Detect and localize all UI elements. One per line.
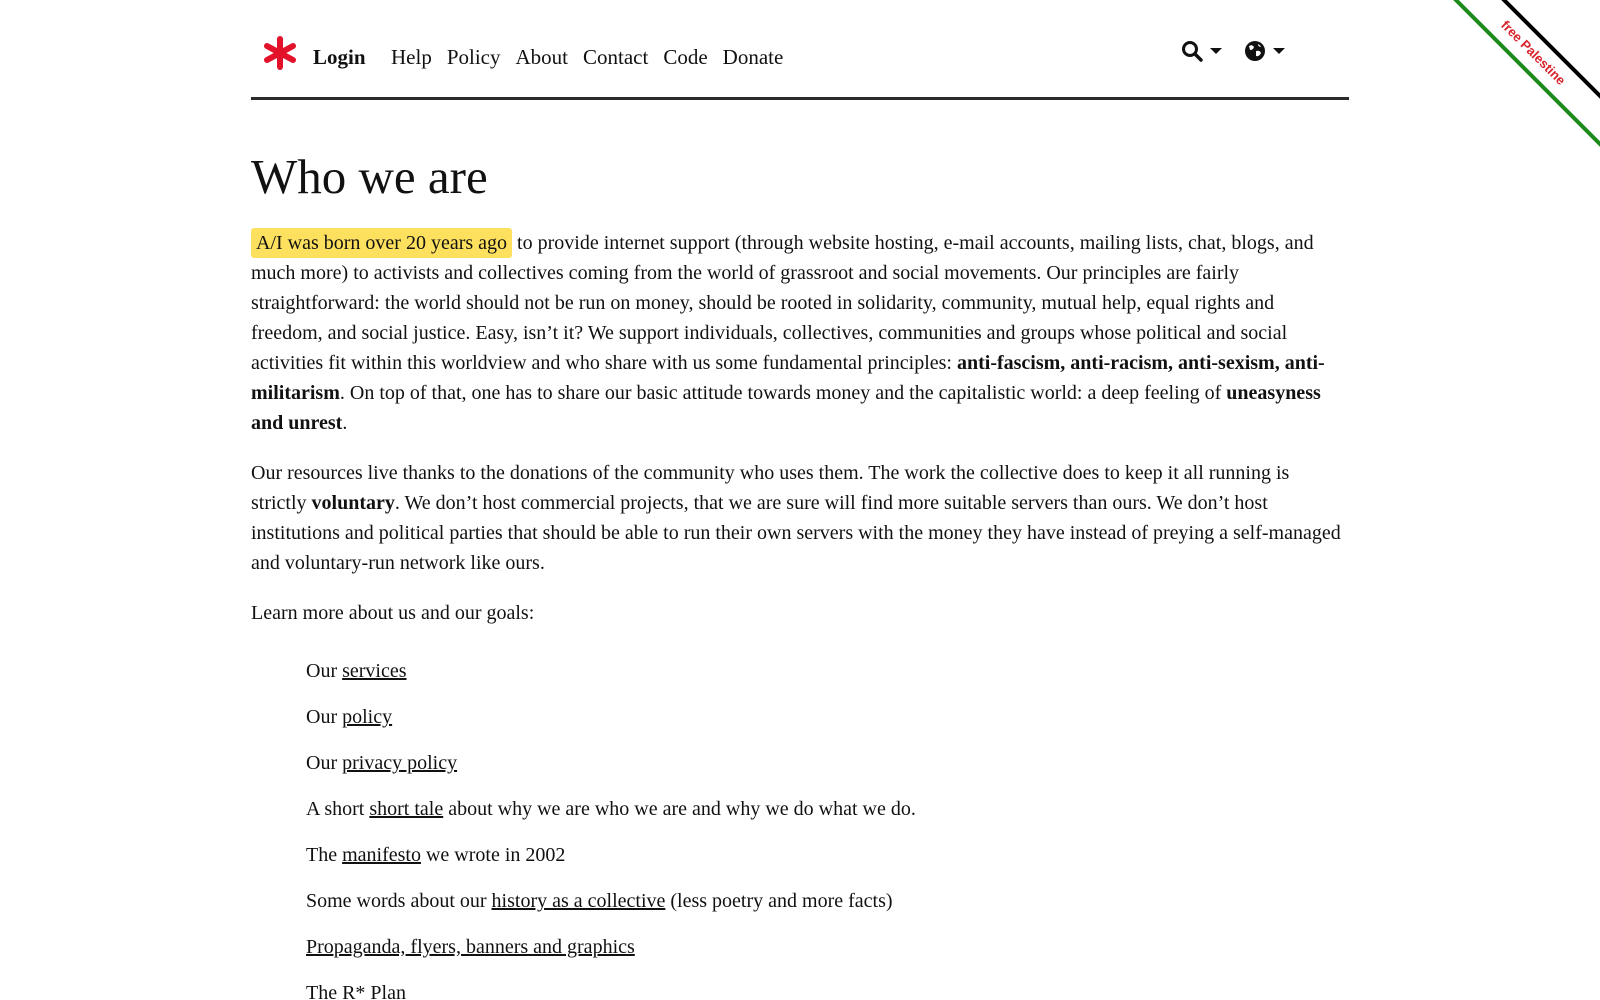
- ribbon-text: free Palestine: [1498, 17, 1569, 88]
- highlight-text: A/I was born over 20 years ago: [251, 228, 512, 258]
- chevron-down-icon: [1210, 48, 1222, 54]
- list-item: [306, 886, 1349, 916]
- goal-text: about why we are who we are and why we do what we do.: [443, 798, 916, 820]
- short-tale-link[interactable]: short tale: [369, 798, 444, 820]
- login-link[interactable]: Login: [313, 45, 366, 69]
- principles-bold: anti-fascism, anti-racism, anti-sexism, anti-militarism: [251, 352, 1325, 404]
- ribbon-corner: [1430, 0, 1600, 150]
- nav-code-link[interactable]: Code: [663, 45, 708, 69]
- intro-paragraph: [251, 228, 1349, 438]
- learn-more-paragraph: Learn more about us and our goals:: [251, 602, 535, 624]
- resources-text-b: . We don’t host commercial projects, that we are sure will find more suitable servers than ours. We don’t host institutions and political parties that should be able to run their own servers with the money they have instead of preying a self-managed and voluntary-run network like ours.: [251, 492, 1341, 574]
- goal-text: we wrote in 2002: [420, 844, 566, 866]
- goal-text: Our: [306, 660, 343, 682]
- policy-link[interactable]: policy: [342, 706, 393, 728]
- goal-text: The: [306, 844, 343, 866]
- history-link[interactable]: history as a collective: [491, 890, 666, 912]
- asterisk-logo-icon[interactable]: [263, 36, 297, 70]
- free-palestine-ribbon[interactable]: [1438, 0, 1600, 148]
- nav-policy-link[interactable]: Policy: [446, 45, 501, 69]
- goal-text: The: [306, 982, 343, 1000]
- intro-text-a: to provide internet support (through website hosting, e-mail accounts, mailing lists, chat, blogs, and much more) to activists and collectives coming from the world of grassroot and social movements. Our principles are fairly straightforward: the world should not be run on money, should be rooted in solidarity, community, mutual help, equal rights and freedom, and social justice. Easy, isn’t it? We support individuals, collectives, communities and groups whose political and social activities fit within this worldview and who share with us some fundamental principles:: [251, 232, 1314, 374]
- goal-text: Some words about our: [306, 890, 492, 912]
- voluntary-bold: voluntary: [311, 492, 395, 514]
- intro-text-c: .: [342, 412, 348, 434]
- list-item: [306, 702, 1349, 732]
- search-dropdown[interactable]: [1181, 40, 1222, 62]
- nav-contact-link[interactable]: Contact: [583, 45, 649, 69]
- main-nav: [391, 45, 798, 70]
- resources-paragraph: [251, 458, 1349, 578]
- goal-text: Our: [306, 706, 343, 728]
- intro-text-b: . On top of that, one has to share our basic attitude towards money and the capitalistic world: a deep feeling of: [339, 382, 1227, 404]
- list-item: [306, 978, 1349, 1000]
- globe-icon: [1244, 40, 1266, 62]
- list-item: [306, 656, 1349, 686]
- goals-list: [251, 656, 1349, 1000]
- manifesto-link[interactable]: manifesto: [342, 844, 421, 866]
- page-content: [251, 228, 1349, 1000]
- nav-donate-link[interactable]: Donate: [722, 45, 784, 69]
- propaganda-link[interactable]: Propaganda, flyers, banners and graphics: [306, 936, 635, 958]
- goal-text: A short: [306, 798, 370, 820]
- goal-text: Our: [306, 752, 343, 774]
- nav-help-link[interactable]: Help: [391, 45, 432, 69]
- site-header: [251, 0, 1349, 100]
- chevron-down-icon: [1273, 48, 1285, 54]
- goal-text: (less poetry and more facts): [665, 890, 893, 912]
- search-icon: [1181, 40, 1203, 62]
- nav-about-link[interactable]: About: [515, 45, 568, 69]
- list-item: [306, 794, 1349, 824]
- services-link[interactable]: services: [342, 660, 407, 682]
- header-tools: [1181, 40, 1285, 62]
- main-container: [251, 0, 1349, 1000]
- unrest-bold: uneasyness and unrest: [251, 382, 1321, 434]
- resources-text-a: Our resources live thanks to the donations of the community who uses them. The work the collective does to keep it all running is strictly: [251, 462, 1290, 514]
- privacy-policy-link[interactable]: privacy policy: [342, 752, 458, 774]
- list-item: [306, 748, 1349, 778]
- page-title: Who we are: [251, 149, 488, 204]
- list-item: [306, 932, 1349, 962]
- list-item: [306, 840, 1349, 870]
- language-dropdown[interactable]: [1244, 40, 1285, 62]
- r-plan-link[interactable]: R* Plan: [342, 982, 406, 1000]
